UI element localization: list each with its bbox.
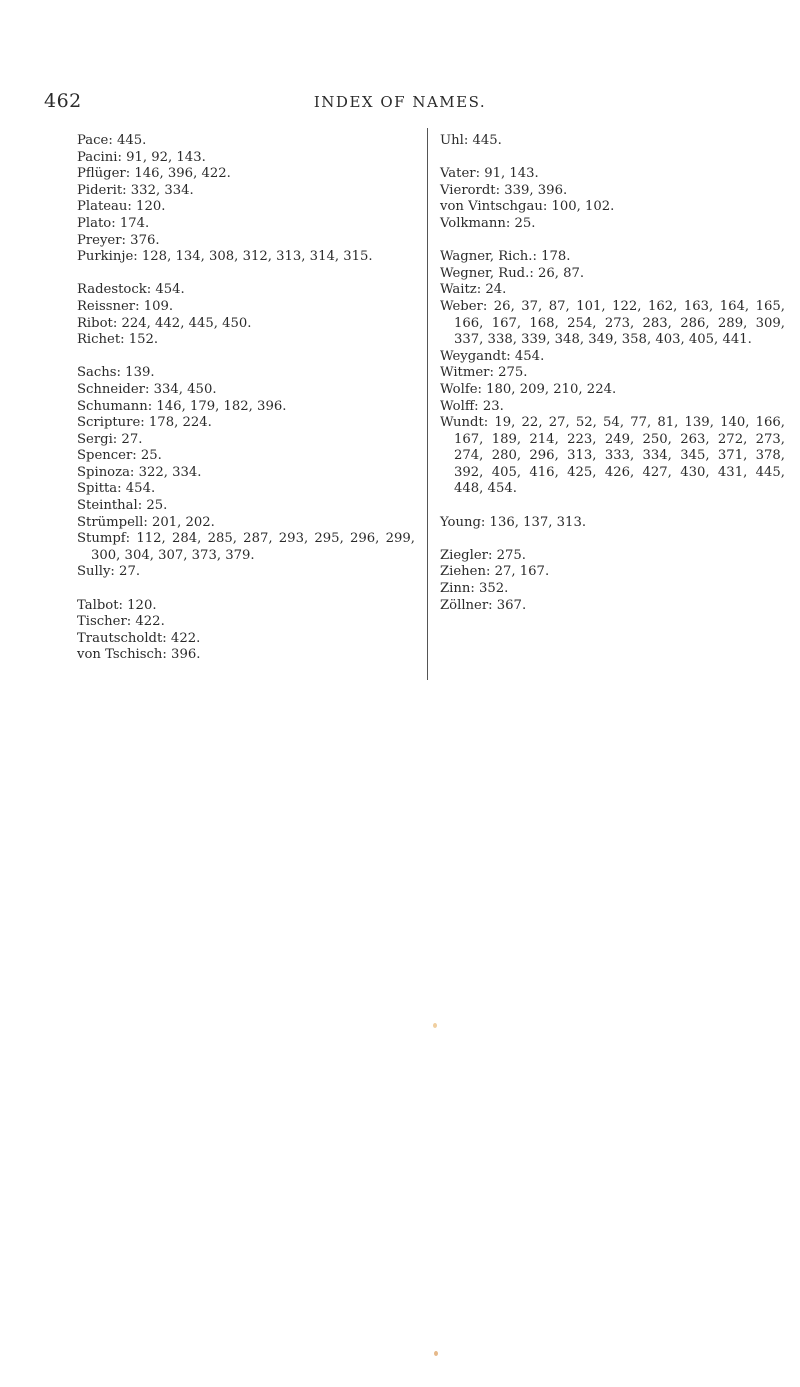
index-entry: Plateau: 120. (77, 199, 166, 215)
index-entry: Strümpell: 201, 202. (77, 514, 215, 530)
index-entry: Sergi: 27. (77, 431, 143, 447)
index-entry: Wundt: 19, 22, 27, 52, 54, 77, 81, 139, 140, 166, 167, 189, 214, 223, 249, 250, 263, 272, 273, 274, 280, 296, 313, 333, 334, 345, 371, 378, 392, 405, 416, 425, 426, 427, 430, 431, 445, 448, 454. (440, 415, 785, 497)
index-entry: Talbot: 120. (77, 597, 157, 613)
index-entry: Weygandt: 454. (440, 348, 545, 364)
index-entry: Pace: 445. (77, 133, 147, 148)
index-entry: Stumpf: 112, 284, 285, 287, 293, 295, 296, 299, 300, 304, 307, 373, 379. (77, 531, 415, 563)
index-entry: Sully: 27. (77, 564, 141, 580)
index-entry: Waitz: 24. (440, 282, 507, 298)
index-entry: Young: 136, 137, 313. (440, 514, 587, 530)
index-entry: Steinthal: 25. (77, 498, 168, 514)
column-divider (427, 128, 428, 680)
index-group-u (440, 133, 785, 150)
index-group-z (440, 548, 785, 614)
index-entry: Vierordt: 339, 396. (440, 182, 568, 198)
index-entry: von Vintschgau: 100, 102. (440, 199, 615, 215)
index-entry: Trautscholdt: 422. (77, 630, 201, 646)
index-entry: Ribot: 224, 442, 445, 450. (77, 315, 252, 331)
index-entry: Preyer: 376. (77, 232, 160, 248)
index-entry: Wolfe: 180, 209, 210, 224. (440, 381, 617, 397)
index-entry: Volkmann: 25. (440, 215, 536, 231)
right-column (440, 133, 785, 631)
index-entry: Reissner: 109. (77, 298, 174, 314)
index-entry: Zöllner: 367. (440, 597, 527, 613)
index-entry: Richet: 152. (77, 332, 159, 348)
index-entry: Pflüger: 146, 396, 422. (77, 166, 231, 182)
running-head: INDEX OF NAMES. (313, 93, 487, 111)
index-entry: Weber: 26, 37, 87, 101, 122, 162, 163, 164, 165, 166, 167, 168, 254, 273, 283, 286, 289, 309, 337, 338, 339, 348, 349, 358, 403, 405, 441. (440, 298, 785, 348)
index-entry: Spinoza: 322, 334. (77, 464, 202, 480)
index-entry: Wolff: 23. (440, 398, 504, 414)
index-entry: Schneider: 334, 450. (77, 381, 217, 397)
index-group-v (440, 166, 785, 232)
index-entry: Sachs: 139. (77, 365, 155, 381)
index-entry: Tischer: 422. (77, 614, 165, 630)
index-entry: Spencer: 25. (77, 448, 162, 464)
index-entry: Wagner, Rich.: 178. (440, 249, 571, 265)
index-entry: Scripture: 178, 224. (77, 415, 212, 431)
index-entry: Vater: 91, 143. (440, 166, 539, 182)
index-entry: Witmer: 275. (440, 365, 528, 381)
index-entry: Piderit: 332, 334. (77, 182, 194, 198)
index-entry: Pacini: 91, 92, 143. (77, 149, 206, 165)
index-entry: Zinn: 352. (440, 581, 509, 597)
index-entry: Wegner, Rud.: 26, 87. (440, 265, 585, 281)
index-group-w (440, 249, 785, 498)
left-column (77, 133, 415, 681)
index-group-s (77, 365, 415, 581)
index-group-y (440, 515, 785, 532)
index-entry: Ziehen: 27, 167. (440, 564, 550, 580)
index-group-r (77, 282, 415, 348)
index-entry: Uhl: 445. (440, 133, 502, 148)
index-entry: von Tschisch: 396. (77, 647, 201, 663)
paper-speck (434, 1351, 438, 1356)
index-group-p (77, 133, 415, 266)
index-entry: Plato: 174. (77, 215, 150, 231)
page-number: 462 (44, 90, 82, 112)
paper-speck (433, 1023, 437, 1028)
index-entry: Radestock: 454. (77, 282, 185, 298)
index-entry: Schumann: 146, 179, 182, 396. (77, 398, 287, 414)
index-entry: Spitta: 454. (77, 481, 156, 497)
index-entry: Ziegler: 275. (440, 547, 526, 563)
index-entry: Purkinje: 128, 134, 308, 312, 313, 314, 315. (77, 249, 373, 265)
index-group-t (77, 598, 415, 664)
